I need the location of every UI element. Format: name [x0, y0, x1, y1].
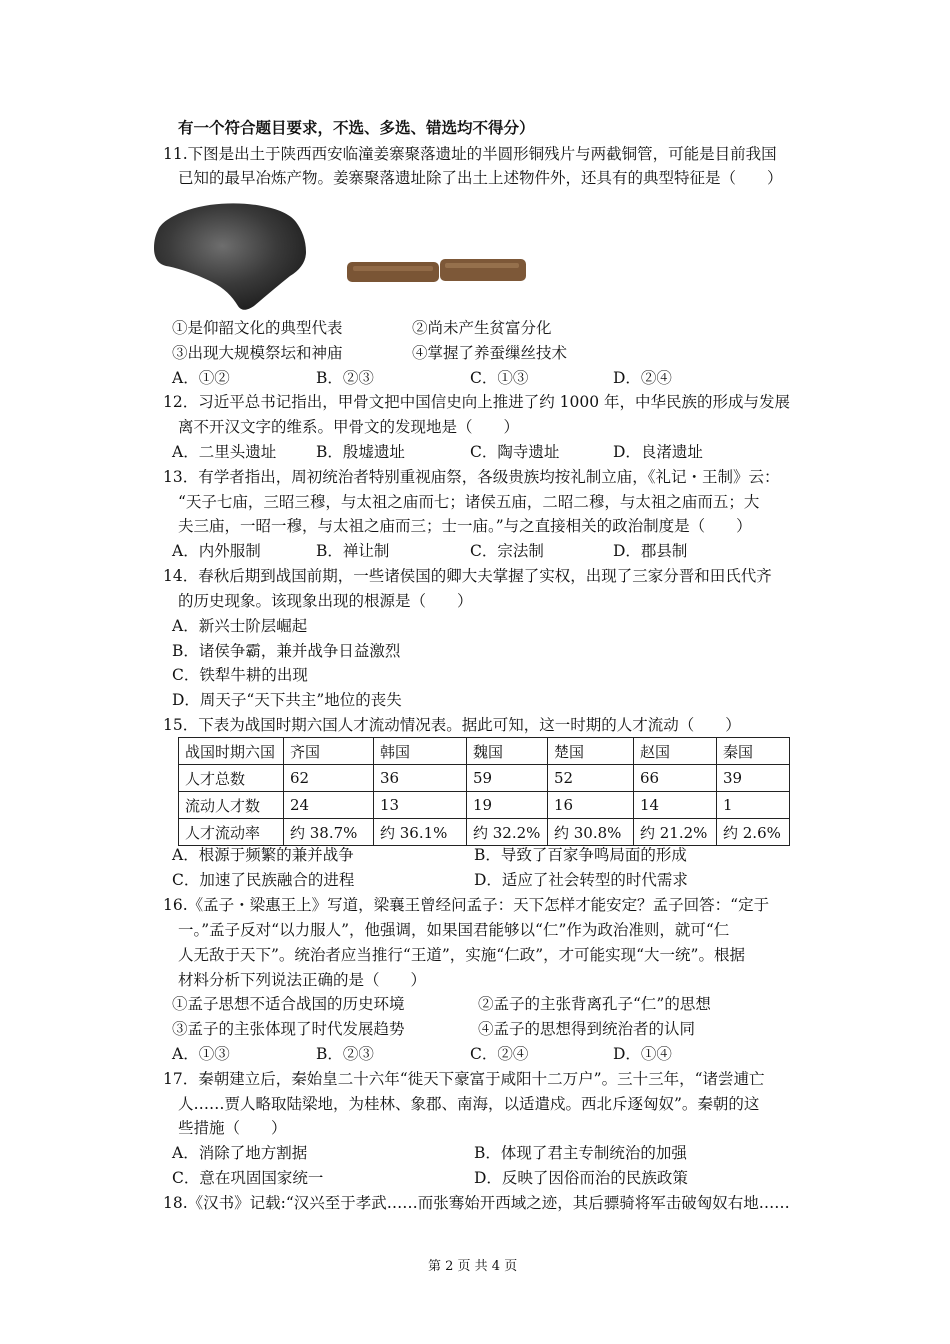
talent-flow-table [178, 737, 790, 846]
q17-option-a: A．消除了地方割据 [172, 1144, 308, 1162]
table-row [179, 819, 790, 846]
q15-stem-line1: 15．下表为战国时期六国人才流动情况表。据此可知，这一时期的人才流动（ ） [163, 716, 741, 734]
q14-option-c: C．铁犁牛耕的出现 [172, 666, 308, 684]
q14-option-b: B．诸侯争霸，兼并战争日益激烈 [172, 642, 401, 660]
q13-option-a: A．内外服制 [172, 542, 261, 560]
q11-option-d: D．②④ [613, 369, 672, 387]
table-cell: 战国时期六国 [179, 738, 284, 765]
q14-option-d: D．周天子“天下共主”地位的丧失 [172, 691, 402, 709]
q14-stem-line2: 的历史现象。该现象出现的根源是（ ） [178, 592, 473, 610]
q13-stem-line3: 夫三庙，一昭一穆，与太祖之庙而三；士一庙。”与之直接相关的政治制度是（ ） [178, 517, 752, 535]
q17-stem-line1: 17．秦朝建立后，秦始皇二十六年“徙天下豪富于咸阳十二万户”。三十三年，“诸尝逋亡 [163, 1070, 765, 1088]
table-cell: 人才流动率 [179, 819, 284, 846]
q12-option-b: B．殷墟遗址 [316, 443, 405, 461]
table-cell: 楚国 [548, 738, 634, 765]
table-cell: 16 [548, 792, 634, 819]
q13-option-c: C．宗法制 [470, 542, 544, 560]
q16-option-a: A．①③ [172, 1045, 230, 1063]
q11-stem-line2: 已知的最早冶炼产物。姜寨聚落遗址除了出土上述物件外，还具有的典型特征是（ ） [178, 169, 783, 187]
q16-stem-line2: 一。”孟子反对“以力服人”，他强调，如果国君能够以“仁”作为政治准则，就可“仁 [178, 921, 730, 939]
table-cell: 韩国 [374, 738, 467, 765]
q11-statement-1: ①是仰韶文化的典型代表 [172, 319, 343, 337]
q17-option-c: C．意在巩固国家统一 [172, 1169, 324, 1187]
table-row [179, 792, 790, 819]
q15-option-b: B．导致了百家争鸣局面的形成 [474, 846, 687, 864]
q11-option-c: C．①③ [470, 369, 529, 387]
q11-stem-line1: 11.下图是出土于陕西西安临潼姜寨聚落遗址的半圆形铜残片与两截铜管，可能是目前我国 [163, 145, 777, 163]
table-cell: 14 [634, 792, 717, 819]
q15-option-d: D．适应了社会转型的时代需求 [474, 871, 688, 889]
q11-statement-4: ④掌握了养蚕缫丝技术 [412, 344, 568, 362]
table-cell: 1 [717, 792, 790, 819]
q12-stem-line1: 12．习近平总书记指出，甲骨文把中国信史向上推进了约 1000 年，中华民族的形成与发展 [163, 393, 791, 411]
q15-option-c: C．加速了民族融合的进程 [172, 871, 355, 889]
q16-option-c: C．②④ [470, 1045, 529, 1063]
q16-option-b: B．②③ [316, 1045, 374, 1063]
q13-stem-line2: “天子七庙，三昭三穆，与太祖之庙而七；诸侯五庙，二昭二穆，与太祖之庙而五；大 [178, 493, 760, 511]
table-cell: 约 21.2% [634, 819, 717, 846]
table-cell: 36 [374, 765, 467, 792]
q12-option-c: C．陶寺遗址 [470, 443, 560, 461]
q11-statement-2: ②尚未产生贫富分化 [412, 319, 552, 337]
table-cell: 赵国 [634, 738, 717, 765]
q16-statement-4: ④孟子的思想得到统治者的认同 [478, 1020, 696, 1038]
table-cell: 24 [284, 792, 374, 819]
page-number: 第 2 页 共 4 页 [428, 1259, 518, 1274]
table-cell: 59 [467, 765, 548, 792]
table-cell: 约 36.1% [374, 819, 467, 846]
q16-stem-line1: 16.《孟子・梁惠王上》写道，梁襄王曾经问孟子：天下怎样才能安定？孟子回答：“定于 [163, 896, 770, 914]
table-cell: 齐国 [284, 738, 374, 765]
q15-option-a: A．根源于频繁的兼并战争 [172, 846, 354, 864]
q17-option-d: D．反映了因俗而治的民族政策 [474, 1169, 688, 1187]
section-instruction: 有一个符合题目要求，不选、多选、错选均不得分） [178, 118, 535, 137]
q11-option-a: A．①② [172, 369, 230, 387]
q11-statement-3: ③出现大规模祭坛和神庙 [172, 344, 343, 362]
q13-option-d: D．郡县制 [613, 542, 688, 560]
table-cell: 流动人才数 [179, 792, 284, 819]
table-cell: 秦国 [717, 738, 790, 765]
table-cell: 约 38.7% [284, 819, 374, 846]
table-cell: 13 [374, 792, 467, 819]
q17-stem-line2: 人……贾人略取陆梁地，为桂林、象郡、南海，以适遣戍。西北斥逐匈奴”。秦朝的这 [178, 1095, 760, 1113]
q17-stem-line3: 些措施（ ） [178, 1119, 287, 1137]
table-cell: 约 30.8% [548, 819, 634, 846]
q12-option-d: D．良渚遗址 [613, 443, 703, 461]
table-cell: 约 32.2% [467, 819, 548, 846]
table-cell: 人才总数 [179, 765, 284, 792]
table-row [179, 765, 790, 792]
q14-option-a: A．新兴士阶层崛起 [172, 617, 308, 635]
q16-option-d: D．①④ [613, 1045, 672, 1063]
q16-statement-2: ②孟子的主张背离孔子“仁”的思想 [478, 995, 711, 1013]
q13-stem-line1: 13．有学者指出，周初统治者特别重视庙祭，各级贵族均按礼制立庙，《礼记・王制》云： [163, 468, 780, 486]
q18-stem-line1: 18.《汉书》记载:“汉兴至于孝武……而张骞始开西域之迹，其后骠骑将军击破匈奴右地…… [163, 1194, 790, 1212]
table-cell: 66 [634, 765, 717, 792]
q13-option-b: B．禅让制 [316, 542, 390, 560]
table-cell: 39 [717, 765, 790, 792]
table-header-row [179, 738, 790, 765]
table-cell: 魏国 [467, 738, 548, 765]
table-cell: 19 [467, 792, 548, 819]
q12-option-a: A．二里头遗址 [172, 443, 277, 461]
table-cell: 52 [548, 765, 634, 792]
copper-tubes-image [345, 254, 530, 288]
q12-stem-line2: 离不开汉文字的维系。甲骨文的发现地是（ ） [178, 418, 520, 436]
table-cell: 62 [284, 765, 374, 792]
q16-stem-line4: 材料分析下列说法正确的是（ ） [178, 971, 427, 989]
q16-statement-1: ①孟子思想不适合战国的历史环境 [172, 995, 405, 1013]
table-cell: 约 2.6% [717, 819, 790, 846]
q14-stem-line1: 14．春秋后期到战国前期，一些诸侯国的卿大夫掌握了实权，出现了三家分晋和田氏代齐 [163, 567, 772, 585]
q17-option-b: B．体现了君主专制统治的加强 [474, 1144, 687, 1162]
q16-stem-line3: 人无敌于天下”。统治者应当推行“王道”，实施“仁政”，才可能实现“大一统”。根据 [178, 946, 745, 964]
copper-fragment-image [150, 200, 320, 315]
q16-statement-3: ③孟子的主张体现了时代发展趋势 [172, 1020, 405, 1038]
q11-option-b: B．②③ [316, 369, 374, 387]
